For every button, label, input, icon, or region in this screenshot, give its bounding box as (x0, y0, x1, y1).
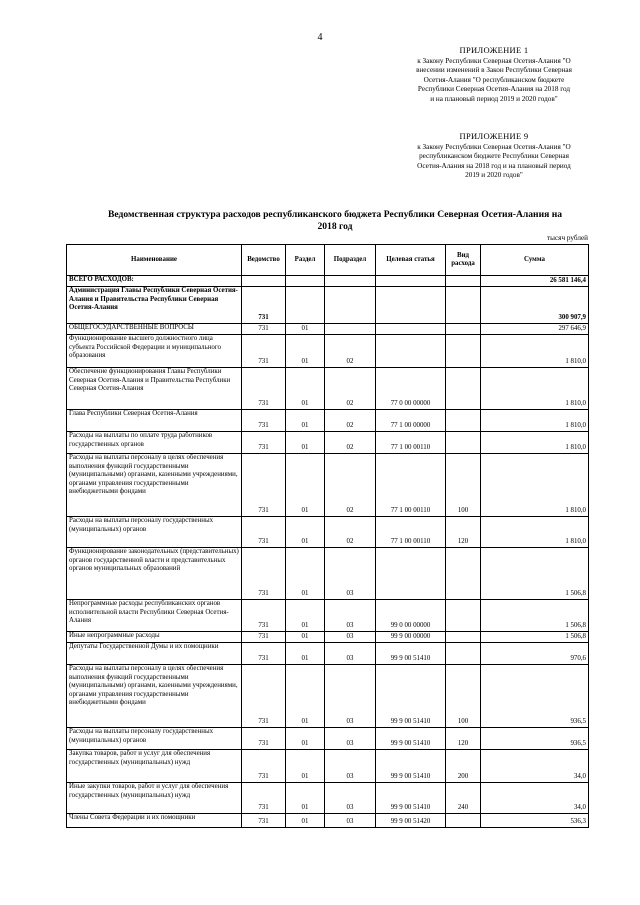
document-title-line: Ведомственная структура расходов республиканского бюджета Республики Северная Осетия-Алания на (107, 209, 563, 220)
table-row (67, 750, 589, 783)
cell-target (376, 548, 446, 600)
appendix-1-line: Осетия-Алания "О республиканском бюджете (423, 75, 565, 84)
cell-dept: 731 (242, 368, 286, 410)
cell-type (446, 335, 481, 368)
cell-section (286, 287, 325, 324)
cell-dept: 731 (242, 324, 286, 335)
cell-target: 99 9 00 51410 (376, 643, 446, 665)
cell-subsection: 03 (325, 728, 376, 750)
cell-section: 01 (286, 454, 325, 517)
cell-section: 01 (286, 548, 325, 600)
cell-section: 01 (286, 814, 325, 828)
cell-sum: 536,3 (481, 814, 589, 828)
cell-dept: 731 (242, 783, 286, 814)
cell-dept: 731 (242, 728, 286, 750)
cell-type (446, 432, 481, 454)
header-subsection: Подраздел (325, 245, 376, 276)
cell-name: Расходы на выплаты персоналу в целях обеспечения выполнения функций государственными (муниципальными) органами, казенными учреждениями, органами управления государственными внебюджетными фондами (67, 665, 242, 728)
cell-type: 120 (446, 728, 481, 750)
header-section: Раздел (286, 245, 325, 276)
cell-dept: 731 (242, 432, 286, 454)
cell-subsection (325, 324, 376, 335)
cell-type (446, 410, 481, 432)
cell-name: Депутаты Государственной Думы и их помощники (67, 643, 242, 665)
cell-dept (242, 276, 286, 287)
cell-target: 99 9 00 51410 (376, 728, 446, 750)
cell-section: 01 (286, 324, 325, 335)
cell-section: 01 (286, 665, 325, 728)
cell-type (446, 643, 481, 665)
cell-dept: 731 (242, 410, 286, 432)
cell-target: 99 9 00 51410 (376, 750, 446, 783)
cell-subsection: 02 (325, 335, 376, 368)
cell-sum: 1 506,8 (481, 632, 589, 643)
cell-section: 01 (286, 632, 325, 643)
cell-target: 77 1 00 00000 (376, 410, 446, 432)
cell-target (376, 276, 446, 287)
cell-sum: 936,5 (481, 728, 589, 750)
header-name: Наименование (67, 245, 242, 276)
cell-sum: 300 907,9 (481, 287, 589, 324)
cell-target: 99 9 00 51410 (376, 665, 446, 728)
cell-section: 01 (286, 600, 325, 632)
cell-target: 99 9 00 51420 (376, 814, 446, 828)
cell-subsection: 02 (325, 454, 376, 517)
cell-subsection: 02 (325, 410, 376, 432)
cell-subsection: 03 (325, 548, 376, 600)
cell-name: Непрограммные расходы республиканских органов исполнительной власти Республики Северная Осетия-Алания (67, 600, 242, 632)
page-number: 4 (317, 32, 323, 43)
header-sum: Сумма (481, 245, 589, 276)
cell-name: Члены Совета Федерации и их помощники (67, 814, 242, 828)
cell-subsection (325, 276, 376, 287)
cell-dept: 731 (242, 548, 286, 600)
cell-section: 01 (286, 783, 325, 814)
cell-subsection: 03 (325, 814, 376, 828)
cell-name: Иные непрограммные расходы (67, 632, 242, 643)
cell-name: Расходы на выплаты персоналу в целях обеспечения выполнения функций государственными (муниципальными) органами, казенными учреждениями, органами управления государственными внебюджетными фондами (67, 454, 242, 517)
cell-dept: 731 (242, 335, 286, 368)
cell-name: Иные закупки товаров, работ и услуг для обеспечения государственных (муниципальных) нужд (67, 783, 242, 814)
cell-section: 01 (286, 750, 325, 783)
appendix-1-note (398, 46, 590, 105)
table-row (67, 517, 589, 548)
cell-section: 01 (286, 368, 325, 410)
cell-sum: 1 810,0 (481, 410, 589, 432)
cell-name: Функционирование высшего должностного лица субъекта Российской Федерации и муниципального образования (67, 335, 242, 368)
appendix-1-heading: ПРИЛОЖЕНИЕ 1 (459, 45, 529, 55)
cell-name: ОБЩЕГОСУДАРСТВЕННЫЕ ВОПРОСЫ (67, 324, 242, 335)
cell-name: Расходы на выплаты персоналу государственных (муниципальных) органов (67, 728, 242, 750)
cell-name: Администрация Главы Республики Северная Осетия-Алания и Правительства Республики Северная Осетия-Алания (67, 287, 242, 324)
appendix-1-line: к Закону Республики Северная Осетия-Алания "О (417, 56, 571, 65)
table-row (67, 432, 589, 454)
appendix-9-heading: ПРИЛОЖЕНИЕ 9 (459, 131, 529, 141)
cell-type (446, 814, 481, 828)
cell-subsection: 03 (325, 665, 376, 728)
cell-target: 77 1 00 00110 (376, 454, 446, 517)
cell-sum: 1 810,0 (481, 517, 589, 548)
header-dept: Ведомство (242, 245, 286, 276)
cell-type: 100 (446, 665, 481, 728)
table-body (67, 276, 589, 828)
cell-subsection (325, 287, 376, 324)
cell-sum: 34,0 (481, 783, 589, 814)
cell-type (446, 368, 481, 410)
table-row (67, 335, 589, 368)
cell-target: 99 0 00 00000 (376, 600, 446, 632)
cell-dept: 731 (242, 600, 286, 632)
cell-sum: 1 810,0 (481, 335, 589, 368)
cell-sum: 1 810,0 (481, 454, 589, 517)
header-target: Целевая статья (376, 245, 446, 276)
cell-type (446, 600, 481, 632)
table-row (67, 814, 589, 828)
cell-sum: 936,5 (481, 665, 589, 728)
table-row (67, 548, 589, 600)
cell-name: Обеспечение функционирования Главы Республики Северная Осетия-Алания и Правительства Республики Северная Осетия-Алания (67, 368, 242, 410)
cell-type: 100 (446, 454, 481, 517)
cell-sum: 1 810,0 (481, 368, 589, 410)
cell-sum: 297 646,9 (481, 324, 589, 335)
document-title-line: 2018 год (317, 221, 353, 232)
cell-type (446, 548, 481, 600)
appendix-9-line: республиканском бюджете Республики Северная (419, 152, 569, 161)
cell-name: Расходы на выплаты персоналу государственных (муниципальных) органов (67, 517, 242, 548)
cell-section: 01 (286, 728, 325, 750)
table-row (67, 665, 589, 728)
cell-section: 01 (286, 335, 325, 368)
appendix-9-note (398, 132, 590, 181)
cell-dept: 731 (242, 643, 286, 665)
cell-sum: 1 810,0 (481, 432, 589, 454)
cell-target (376, 324, 446, 335)
cell-subsection: 03 (325, 600, 376, 632)
header-type: Вид расхода (446, 245, 481, 276)
table-row (67, 643, 589, 665)
cell-dept: 731 (242, 632, 286, 643)
cell-sum: 34,0 (481, 750, 589, 783)
table-header-row (67, 245, 589, 276)
table-row (67, 728, 589, 750)
cell-type (446, 276, 481, 287)
cell-dept: 731 (242, 814, 286, 828)
cell-subsection: 02 (325, 432, 376, 454)
cell-subsection: 03 (325, 632, 376, 643)
appendix-1-line: внесении изменений в Закон Республики Северная (416, 66, 572, 75)
cell-type (446, 632, 481, 643)
cell-subsection: 02 (325, 368, 376, 410)
appendix-9-line: к Закону Республики Северная Осетия-Алания "О (417, 142, 571, 151)
cell-target (376, 335, 446, 368)
table-row (67, 410, 589, 432)
cell-name: Глава Республики Северная Осетия-Алания (67, 410, 242, 432)
cell-name: ВСЕГО РАСХОДОВ: (67, 276, 242, 287)
cell-target: 77 1 00 00110 (376, 432, 446, 454)
appendix-9-line: 2019 и 2020 годов" (465, 171, 523, 180)
cell-dept: 731 (242, 517, 286, 548)
cell-section: 01 (286, 410, 325, 432)
cell-section: 01 (286, 643, 325, 665)
budget-table (66, 244, 589, 828)
cell-type (446, 324, 481, 335)
cell-type: 120 (446, 517, 481, 548)
cell-section (286, 276, 325, 287)
cell-name: Функционирование законодательных (представительных) органов государственной власти и представительных органов муниципальных образований (67, 548, 242, 600)
cell-target (376, 287, 446, 324)
document-title (78, 209, 592, 233)
table-row (67, 783, 589, 814)
cell-type (446, 287, 481, 324)
cell-target: 77 1 00 00110 (376, 517, 446, 548)
cell-subsection: 02 (325, 517, 376, 548)
appendix-9-line: Осетия-Алания на 2018 год и на плановый период (417, 161, 571, 170)
table-row (67, 324, 589, 335)
cell-section: 01 (286, 517, 325, 548)
table-row (67, 600, 589, 632)
cell-dept: 731 (242, 750, 286, 783)
cell-subsection: 03 (325, 643, 376, 665)
table-row (67, 454, 589, 517)
cell-subsection: 03 (325, 783, 376, 814)
cell-sum: 1 506,8 (481, 600, 589, 632)
table-row (67, 287, 589, 324)
cell-section: 01 (286, 432, 325, 454)
table-row (67, 368, 589, 410)
cell-name: Закупка товаров, работ и услуг для обеспечения государственных (муниципальных) нужд (67, 750, 242, 783)
cell-subsection: 03 (325, 750, 376, 783)
cell-sum: 1 506,8 (481, 548, 589, 600)
cell-target: 99 9 00 00000 (376, 632, 446, 643)
table-row (67, 276, 589, 287)
cell-dept: 731 (242, 665, 286, 728)
cell-dept: 731 (242, 287, 286, 324)
appendix-1-line: и на плановый период 2019 и 2020 годов" (430, 94, 558, 103)
table-row (67, 632, 589, 643)
cell-target: 77 0 00 00000 (376, 368, 446, 410)
cell-target: 99 9 00 51410 (376, 783, 446, 814)
units-label: тысяч рублей (547, 234, 588, 242)
cell-type: 200 (446, 750, 481, 783)
cell-sum: 26 581 146,4 (481, 276, 589, 287)
appendix-1-line: Республики Северная Осетия-Алания на 2018 год (417, 85, 571, 94)
cell-sum: 970,6 (481, 643, 589, 665)
cell-type: 240 (446, 783, 481, 814)
cell-dept: 731 (242, 454, 286, 517)
cell-name: Расходы на выплаты по оплате труда работников государственных органов (67, 432, 242, 454)
